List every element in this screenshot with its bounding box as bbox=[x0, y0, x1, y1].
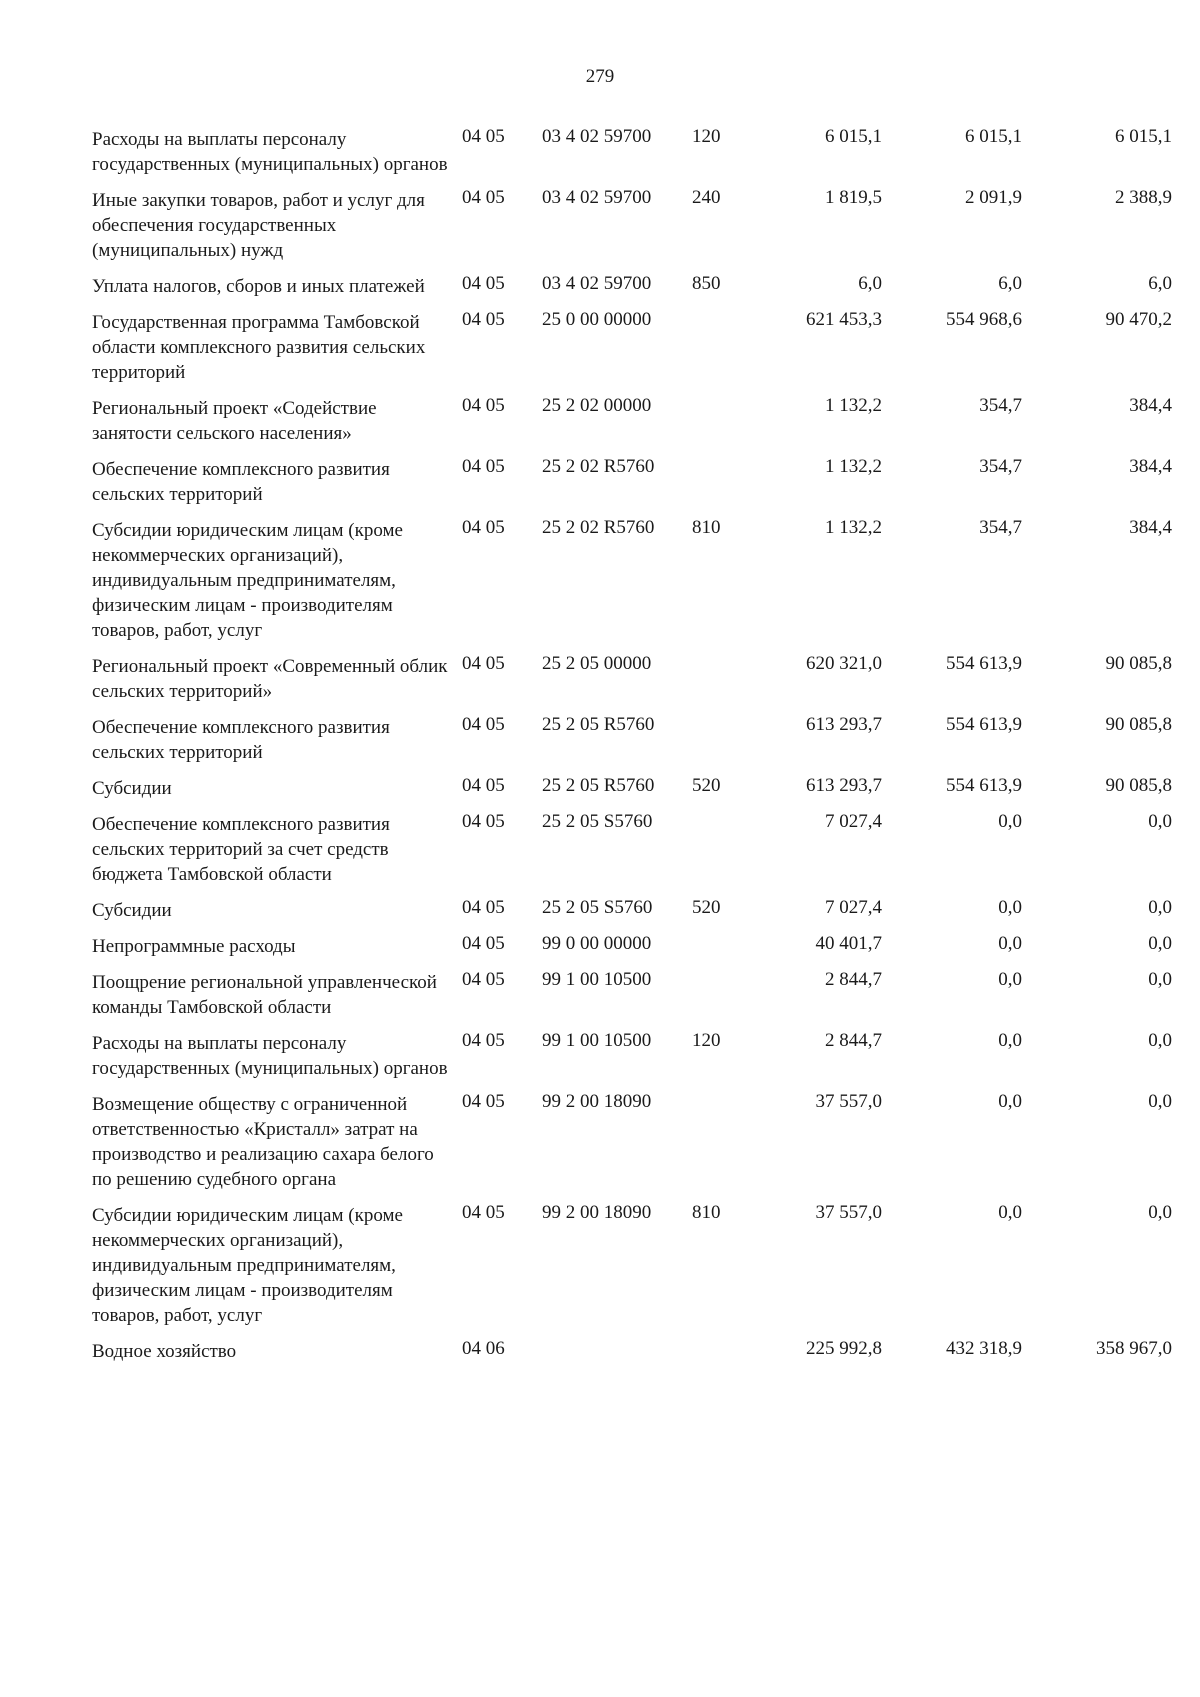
section-code: 04 05 bbox=[462, 969, 505, 990]
amount-year-3: 2 388,9 bbox=[1115, 187, 1172, 208]
amount-year-1: 7 027,4 bbox=[825, 811, 882, 832]
expense-name: Субсидии bbox=[92, 778, 172, 799]
amount-year-1: 1 132,2 bbox=[825, 456, 882, 477]
table-row bbox=[92, 393, 1182, 446]
amount-year-3: 0,0 bbox=[1148, 1030, 1172, 1051]
amount-year-1: 225 992,8 bbox=[806, 1338, 882, 1359]
target-article-code: 03 4 02 59700 bbox=[542, 273, 652, 294]
section-code: 04 05 bbox=[462, 714, 505, 735]
amount-year-2: 6 015,1 bbox=[965, 126, 1022, 147]
target-article-code: 99 2 00 18090 bbox=[542, 1202, 652, 1223]
amount-year-2: 554 613,9 bbox=[946, 775, 1022, 796]
amount-year-1: 6 015,1 bbox=[825, 126, 882, 147]
target-article-code: 99 2 00 18090 bbox=[542, 1091, 652, 1112]
amount-year-2: 432 318,9 bbox=[946, 1338, 1022, 1359]
section-code: 04 05 bbox=[462, 775, 505, 796]
expense-name: Государственная программа Тамбовской области комплексного развития сельских территорий bbox=[92, 312, 426, 383]
expense-name: Обеспечение комплексного развития сельских территорий за счет средств бюджета Тамбовской области bbox=[92, 814, 390, 885]
amount-year-2: 0,0 bbox=[998, 811, 1022, 832]
amount-year-2: 0,0 bbox=[998, 969, 1022, 990]
amount-year-2: 0,0 bbox=[998, 933, 1022, 954]
expense-name: Возмещение обществу с ограниченной ответственностью «Кристалл» затрат на производство и реализацию сахара белого по решению судебного органа bbox=[92, 1094, 434, 1190]
target-article-code: 25 2 02 R5760 bbox=[542, 456, 655, 477]
amount-year-1: 37 557,0 bbox=[815, 1202, 882, 1223]
section-code: 04 05 bbox=[462, 187, 505, 208]
amount-year-2: 354,7 bbox=[979, 395, 1022, 416]
expense-name: Водное хозяйство bbox=[92, 1341, 237, 1362]
expense-type-code: 810 bbox=[692, 517, 721, 538]
expense-name: Субсидии юридическим лицам (кроме некоммерческих организаций), индивидуальным предпринимателям, физическим лицам - производителям товаров, работ, услуг bbox=[92, 1205, 403, 1326]
table-row bbox=[92, 931, 1182, 959]
section-code: 04 05 bbox=[462, 126, 505, 147]
amount-year-1: 7 027,4 bbox=[825, 897, 882, 918]
amount-year-3: 0,0 bbox=[1148, 811, 1172, 832]
target-article-code: 99 0 00 00000 bbox=[542, 933, 652, 954]
table-row bbox=[92, 712, 1182, 765]
amount-year-3: 384,4 bbox=[1129, 395, 1172, 416]
table-row bbox=[92, 185, 1182, 263]
section-code: 04 05 bbox=[462, 653, 505, 674]
table-row bbox=[92, 651, 1182, 704]
amount-year-2: 354,7 bbox=[979, 517, 1022, 538]
budget-table bbox=[92, 124, 1182, 1372]
amount-year-3: 6,0 bbox=[1148, 273, 1172, 294]
expense-name: Обеспечение комплексного развития сельских территорий bbox=[92, 459, 390, 505]
table-row bbox=[92, 967, 1182, 1020]
amount-year-3: 0,0 bbox=[1148, 1091, 1172, 1112]
expense-name: Обеспечение комплексного развития сельских территорий bbox=[92, 717, 390, 763]
page-number: 279 bbox=[585, 66, 615, 87]
amount-year-2: 2 091,9 bbox=[965, 187, 1022, 208]
amount-year-2: 554 613,9 bbox=[946, 714, 1022, 735]
expense-name: Региональный проект «Содействие занятости сельского населения» bbox=[92, 398, 377, 444]
target-article-code: 99 1 00 10500 bbox=[542, 1030, 652, 1051]
amount-year-3: 0,0 bbox=[1148, 897, 1172, 918]
amount-year-2: 6,0 bbox=[998, 273, 1022, 294]
amount-year-3: 90 085,8 bbox=[1105, 714, 1172, 735]
amount-year-2: 554 968,6 bbox=[946, 309, 1022, 330]
section-code: 04 05 bbox=[462, 395, 505, 416]
amount-year-2: 354,7 bbox=[979, 456, 1022, 477]
section-code: 04 05 bbox=[462, 1030, 505, 1051]
amount-year-3: 0,0 bbox=[1148, 969, 1172, 990]
table-row bbox=[92, 809, 1182, 887]
target-article-code: 25 2 05 S5760 bbox=[542, 811, 653, 832]
section-code: 04 05 bbox=[462, 897, 505, 918]
table-row bbox=[92, 124, 1182, 177]
target-article-code: 25 2 05 S5760 bbox=[542, 897, 653, 918]
amount-year-1: 37 557,0 bbox=[815, 1091, 882, 1112]
target-article-code: 25 2 02 R5760 bbox=[542, 517, 655, 538]
target-article-code: 25 2 05 00000 bbox=[542, 653, 652, 674]
section-code: 04 05 bbox=[462, 517, 505, 538]
table-row bbox=[92, 271, 1182, 299]
expense-name: Непрограммные расходы bbox=[92, 936, 296, 957]
amount-year-1: 613 293,7 bbox=[806, 714, 882, 735]
expense-name: Расходы на выплаты персоналу государственных (муниципальных) органов bbox=[92, 1033, 448, 1079]
amount-year-3: 384,4 bbox=[1129, 456, 1172, 477]
amount-year-2: 0,0 bbox=[998, 897, 1022, 918]
expense-name: Субсидии юридическим лицам (кроме некоммерческих организаций), индивидуальным предпринимателям, физическим лицам - производителям товаров, работ, услуг bbox=[92, 520, 403, 641]
amount-year-1: 621 453,3 bbox=[806, 309, 882, 330]
target-article-code: 25 0 00 00000 bbox=[542, 309, 652, 330]
amount-year-3: 90 470,2 bbox=[1105, 309, 1172, 330]
table-row bbox=[92, 1336, 1182, 1364]
expense-name: Субсидии bbox=[92, 900, 172, 921]
section-code: 04 05 bbox=[462, 309, 505, 330]
target-article-code: 99 1 00 10500 bbox=[542, 969, 652, 990]
table-row bbox=[92, 454, 1182, 507]
expense-name: Поощрение региональной управленческой команды Тамбовской области bbox=[92, 972, 437, 1018]
expense-type-code: 520 bbox=[692, 775, 721, 796]
expense-type-code: 120 bbox=[692, 1030, 721, 1051]
section-code: 04 05 bbox=[462, 273, 505, 294]
amount-year-1: 6,0 bbox=[858, 273, 882, 294]
amount-year-3: 0,0 bbox=[1148, 1202, 1172, 1223]
table-row bbox=[92, 895, 1182, 923]
amount-year-3: 358 967,0 bbox=[1096, 1338, 1172, 1359]
target-article-code: 25 2 05 R5760 bbox=[542, 714, 655, 735]
target-article-code: 03 4 02 59700 bbox=[542, 126, 652, 147]
amount-year-1: 2 844,7 bbox=[825, 969, 882, 990]
amount-year-1: 620 321,0 bbox=[806, 653, 882, 674]
amount-year-3: 6 015,1 bbox=[1115, 126, 1172, 147]
target-article-code: 03 4 02 59700 bbox=[542, 187, 652, 208]
amount-year-1: 1 132,2 bbox=[825, 395, 882, 416]
table-row bbox=[92, 515, 1182, 643]
table-row bbox=[92, 1200, 1182, 1328]
table-row bbox=[92, 773, 1182, 801]
expense-name: Региональный проект «Современный облик сельских территорий» bbox=[92, 656, 448, 702]
section-code: 04 06 bbox=[462, 1338, 505, 1359]
amount-year-3: 90 085,8 bbox=[1105, 653, 1172, 674]
target-article-code: 25 2 02 00000 bbox=[542, 395, 652, 416]
amount-year-1: 40 401,7 bbox=[815, 933, 882, 954]
section-code: 04 05 bbox=[462, 456, 505, 477]
expense-type-code: 810 bbox=[692, 1202, 721, 1223]
amount-year-1: 1 132,2 bbox=[825, 517, 882, 538]
expense-name: Иные закупки товаров, работ и услуг для обеспечения государственных (муниципальных) нужд bbox=[92, 190, 425, 261]
amount-year-1: 1 819,5 bbox=[825, 187, 882, 208]
amount-year-2: 0,0 bbox=[998, 1091, 1022, 1112]
expense-type-code: 850 bbox=[692, 273, 721, 294]
amount-year-2: 0,0 bbox=[998, 1030, 1022, 1051]
section-code: 04 05 bbox=[462, 933, 505, 954]
amount-year-2: 554 613,9 bbox=[946, 653, 1022, 674]
section-code: 04 05 bbox=[462, 1091, 505, 1112]
amount-year-1: 613 293,7 bbox=[806, 775, 882, 796]
expense-type-code: 120 bbox=[692, 126, 721, 147]
expense-name: Расходы на выплаты персоналу государственных (муниципальных) органов bbox=[92, 129, 448, 175]
section-code: 04 05 bbox=[462, 1202, 505, 1223]
amount-year-3: 384,4 bbox=[1129, 517, 1172, 538]
amount-year-3: 0,0 bbox=[1148, 933, 1172, 954]
table-row bbox=[92, 307, 1182, 385]
table-row bbox=[92, 1028, 1182, 1081]
section-code: 04 05 bbox=[462, 811, 505, 832]
expense-name: Уплата налогов, сборов и иных платежей bbox=[92, 276, 425, 297]
table-row bbox=[92, 1089, 1182, 1192]
amount-year-3: 90 085,8 bbox=[1105, 775, 1172, 796]
amount-year-2: 0,0 bbox=[998, 1202, 1022, 1223]
expense-type-code: 520 bbox=[692, 897, 721, 918]
target-article-code: 25 2 05 R5760 bbox=[542, 775, 655, 796]
expense-type-code: 240 bbox=[692, 187, 721, 208]
amount-year-1: 2 844,7 bbox=[825, 1030, 882, 1051]
